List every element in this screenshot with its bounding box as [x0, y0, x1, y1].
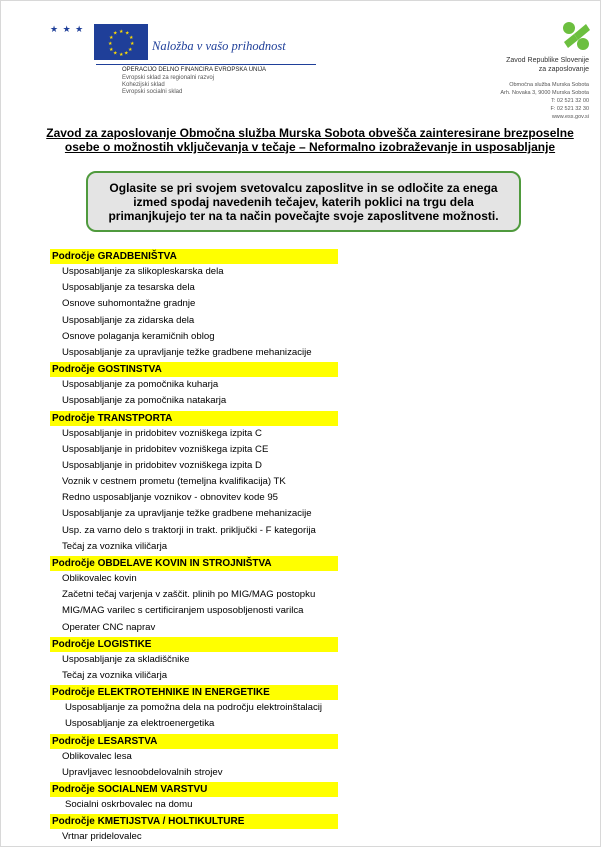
- course-item: Socialni oskrbovalec na domu: [65, 798, 193, 810]
- svg-text:★: ★: [113, 50, 118, 57]
- course-item: Usposabljanje in pridobitev vozniškega izpita C: [62, 427, 262, 439]
- svg-text:★: ★: [125, 30, 130, 37]
- course-item: Usposabljanje za slikopleskarska dela: [62, 266, 224, 277]
- course-item: Tečaj za voznika viličarja: [62, 669, 168, 681]
- category-heading: Področje ELEKTROTEHNIKE IN ENERGETIKE: [50, 685, 338, 700]
- category-heading: Področje TRANSTPORTA: [50, 411, 338, 426]
- course-item: Usposabljanje za skladiščnike: [62, 653, 190, 665]
- course-item: Začetni tečaj varjenja v zaščit. plinih po MIG/MAG postopku: [62, 589, 316, 601]
- ess-office: Območna služba Murska Sobota: [509, 82, 589, 88]
- course-item: Usp. za varno delo s traktorji in trakt. priključki - F kategorija: [62, 524, 316, 536]
- ess-name-line2: za zaposlovanje: [538, 66, 589, 73]
- course-item: Vrtnar pridelovalec: [62, 831, 142, 843]
- ess-name-line1: Zavod Republike Slovenije: [506, 57, 589, 64]
- category-heading: Področje KMETIJSTVA / HOLTIKULTURE: [50, 814, 338, 829]
- course-item: Usposabljanje za elektroenergetika: [65, 718, 215, 730]
- course-item: Voznik v cestnem prometu (temeljna kvalifikacija) TK: [62, 476, 286, 488]
- title-line-2: osebe o možnostih vključevanja v tečaje – Neformalno izobraževanje in usposabljanje: [64, 140, 556, 154]
- svg-text:★: ★: [119, 29, 124, 35]
- ess-address: Arh. Novaka 3, 9000 Murska Sobota: [500, 90, 589, 96]
- svg-text:★: ★: [130, 41, 135, 47]
- course-item: Usposabljanje za zidarska dela: [62, 314, 195, 326]
- eu-operation-text: OPERACIJO DELNO FINANCIRA EVROPSKA UNIJA: [122, 67, 267, 73]
- category-heading: Področje LOGISTIKE: [50, 637, 338, 652]
- title-line-1: Zavod za zaposlovanje Območna služba Murska Sobota obvešča zainteresirane brezposelne: [46, 126, 574, 140]
- category-heading: Področje GRADBENIŠTVA: [50, 249, 338, 264]
- svg-text:★: ★: [128, 47, 133, 53]
- category-heading: Področje SOCIALNEM VARSTVU: [50, 782, 338, 797]
- eu-fund-3: Evropski socialni sklad: [122, 89, 183, 95]
- course-item: Oblikovalec lesa: [62, 750, 132, 762]
- course-item: Usposabljanje za pomočnika natakarja: [62, 395, 227, 407]
- svg-text:★: ★: [108, 41, 113, 47]
- eu-funding-logo: [50, 18, 290, 95]
- course-item: Usposabljanje za tesarska dela: [62, 282, 195, 294]
- ess-logo-icon: [560, 20, 592, 52]
- eu-fund-2: Kohezijski sklad: [122, 82, 165, 88]
- course-item: Tečaj za voznika viličarja: [62, 540, 168, 552]
- course-item: Osnove suhomontažne gradnje: [62, 298, 196, 310]
- page-title: [40, 126, 580, 154]
- svg-text:★: ★: [113, 30, 118, 37]
- course-list: [50, 248, 350, 845]
- ess-fax: F: 02 521 32 30: [550, 106, 589, 112]
- course-item: Upravljavec lesnoobdelovalnih strojev: [62, 766, 223, 778]
- svg-text:★: ★: [129, 35, 134, 41]
- course-item: Osnove polaganja keramičnih oblog: [62, 330, 215, 342]
- course-item: Usposabljanje za upravljanje težke gradbene mehanizacije: [62, 508, 312, 520]
- category-heading: Področje GOSTINSTVA: [50, 362, 338, 377]
- course-item: Usposabljanje in pridobitev vozniškega izpita D: [62, 459, 262, 471]
- course-item: Oblikovalec kovin: [62, 573, 137, 584]
- course-item: Usposabljanje in pridobitev vozniškega izpita CE: [62, 443, 269, 455]
- ess-web: www.ess.gov.si: [551, 114, 589, 120]
- course-item: Redno usposabljanje voznikov - obnovitev kode 95: [62, 492, 278, 504]
- ess-phone: T: 02 521 32 00: [551, 98, 589, 104]
- eu-flag-icon: [94, 24, 148, 60]
- notice-box: [86, 171, 521, 232]
- category-heading: Področje OBDELAVE KOVIN IN STROJNIŠTVA: [50, 556, 338, 571]
- course-item: Usposabljanje za pomožna dela na področju elektroinštalacij: [65, 702, 323, 714]
- svg-text:★: ★: [124, 50, 129, 57]
- svg-text:★: ★: [109, 35, 114, 41]
- eu-divider: [96, 64, 316, 65]
- svg-text:★: ★: [109, 47, 114, 53]
- notice-text: Oglasite se pri svojem svetovalcu zaposlitve in se odločite za enega izmed spodaj navedenih tečajev, katerih poklici na trgu dela primanjkujejo ter na ta način povečajte svoje zaposlitvene možnosti.: [108, 180, 499, 223]
- course-item: MIG/MAG varilec s certificiranjem usposobljenosti varilca: [62, 605, 304, 617]
- eu-fund-1: Evropski sklad za regionalni razvoj: [122, 75, 215, 81]
- svg-text:★: ★: [119, 52, 124, 58]
- course-item: Usposabljanje za upravljanje težke gradbene mehanizacije: [62, 346, 312, 358]
- course-item: Operater CNC naprav: [62, 621, 156, 633]
- course-item: Usposabljanje za pomočnika kuharja: [62, 379, 219, 391]
- eu-slogan: Naložba v vašo prihodnost: [152, 39, 286, 53]
- stars-decoration-icon: ★ ★ ★: [50, 24, 85, 34]
- category-heading: Področje LESARSTVA: [50, 734, 338, 749]
